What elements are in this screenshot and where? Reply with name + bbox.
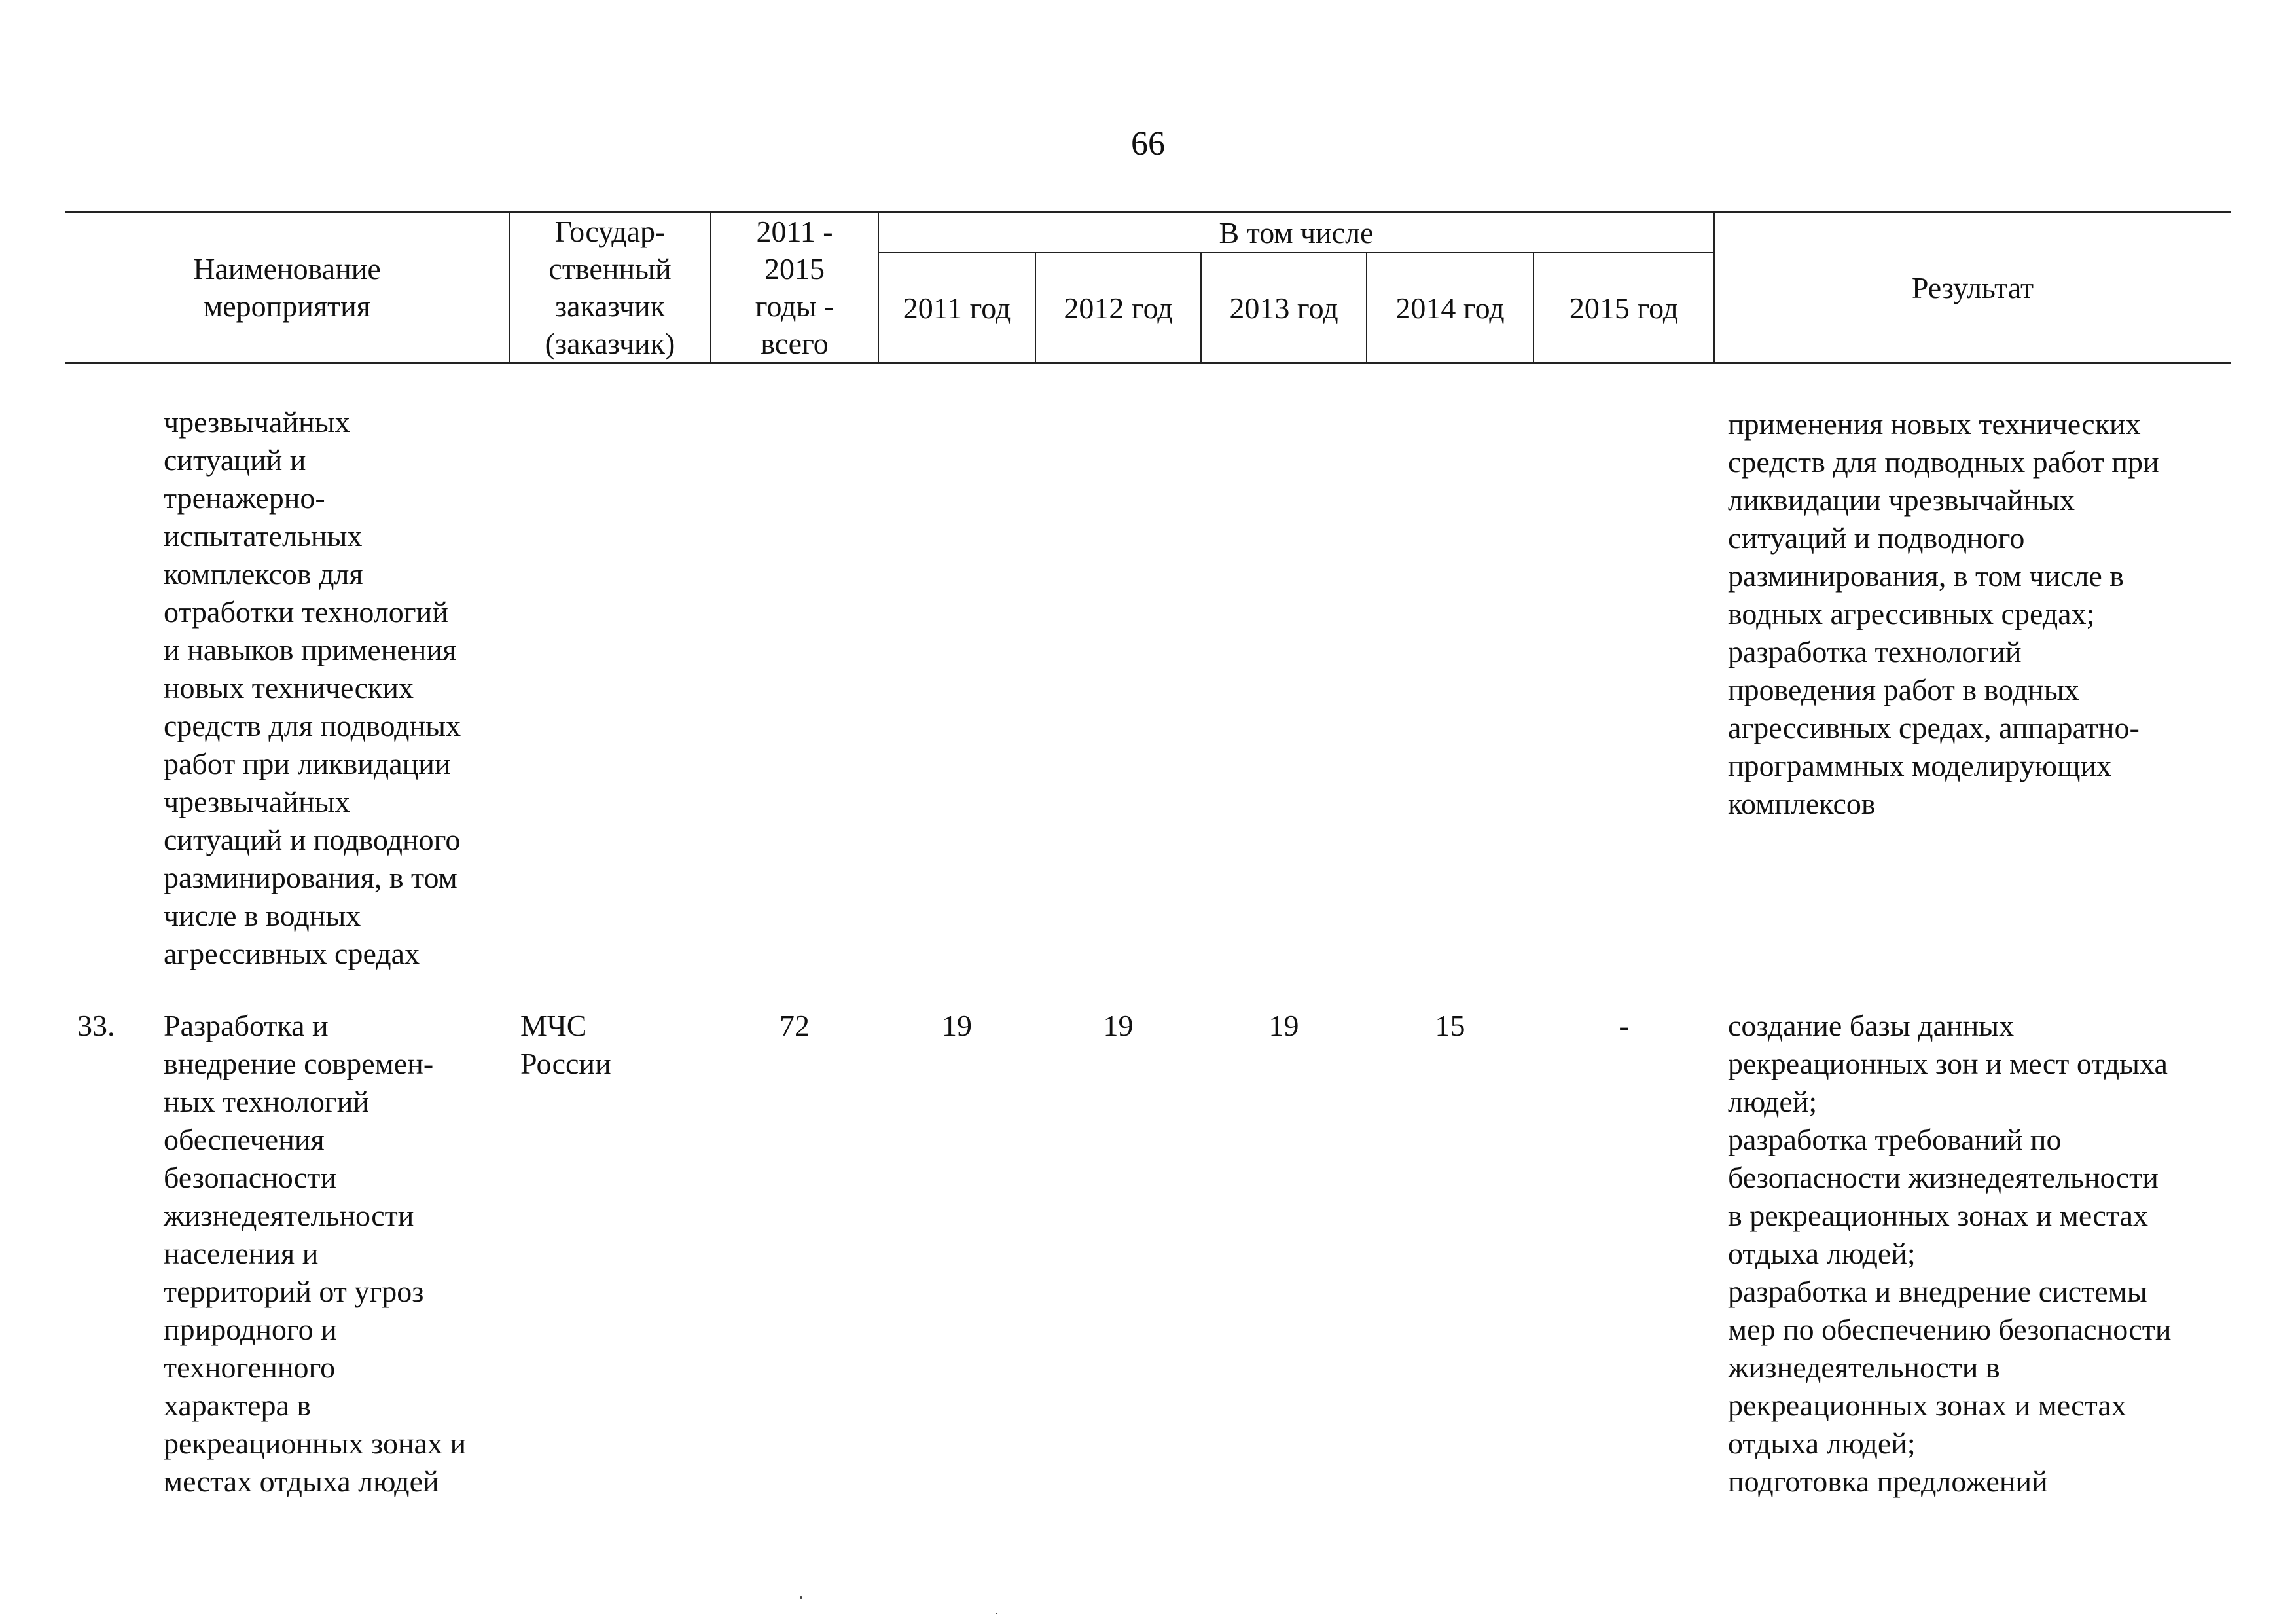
header-total: 2011 - 2015 годы - всего bbox=[755, 215, 834, 360]
row-33-customer: МЧС России bbox=[520, 1009, 611, 1080]
header-year-2015: 2015 год bbox=[1569, 291, 1679, 325]
header-customer: Государ- ственный заказчик (заказчик) bbox=[545, 215, 675, 360]
header-year-2011: 2011 год bbox=[903, 291, 1011, 325]
row-33-total: 72 bbox=[780, 1009, 810, 1042]
header-year-2013: 2013 год bbox=[1229, 291, 1338, 325]
row-continued-result: применения новых технических средств для подводных работ при ликвидации чрезвычайных ситуаций и подводного разминирования, в том числе в водных агрессивных средах; разработка технологий проведения работ в водных агрессивных средах, аппаратно- программных моделирующих комплексов bbox=[1728, 407, 2159, 820]
page-number: 66 bbox=[1131, 125, 1165, 162]
header-name: Наименование мероприятия bbox=[193, 252, 381, 323]
row-33-name: Разработка и внедрение современ- ных технологий обеспечения безопасности жизнедеятельности населения и территорий от угроз природного и техногенного характера в рекреационных зонах и местах отдыха людей bbox=[164, 1009, 467, 1498]
header-year-2012: 2012 год bbox=[1064, 291, 1173, 325]
row-33-number: 33. bbox=[77, 1009, 115, 1042]
row-continued-name: чрезвычайных ситуаций и тренажерно- испытательных комплексов для отработки технологий и навыков применения новых технических средств для подводных работ при ликвидации чрезвычайных ситуаций и подводного разминирования, в том числе в водных агрессивных средах bbox=[164, 405, 461, 970]
row-33-year-2014: 15 bbox=[1435, 1009, 1465, 1042]
row-33-year-2012: 19 bbox=[1103, 1009, 1134, 1042]
header-year-2014: 2014 год bbox=[1395, 291, 1505, 325]
row-33-year-2011: 19 bbox=[942, 1009, 972, 1042]
row-33-result: создание базы данных рекреационных зон и мест отдыха людей; разработка требований по безопасности жизнедеятельности в рекреационных зонах и местах отдыха людей; разработка и внедрение системы мер по обеспечению безопасности жизнедеятельности в рекреационных зонах и местах отдыха людей; подготовка предложений bbox=[1728, 1009, 2172, 1498]
header-group-label: В том числе bbox=[1219, 215, 1374, 249]
scan-speck bbox=[800, 1596, 802, 1599]
header-result: Результат bbox=[1911, 270, 2034, 304]
scan-speck bbox=[996, 1613, 997, 1614]
row-33-year-2013: 19 bbox=[1268, 1009, 1299, 1042]
row-33-year-2015: - bbox=[1619, 1009, 1629, 1042]
table-header-bottom-rule bbox=[65, 362, 2231, 364]
